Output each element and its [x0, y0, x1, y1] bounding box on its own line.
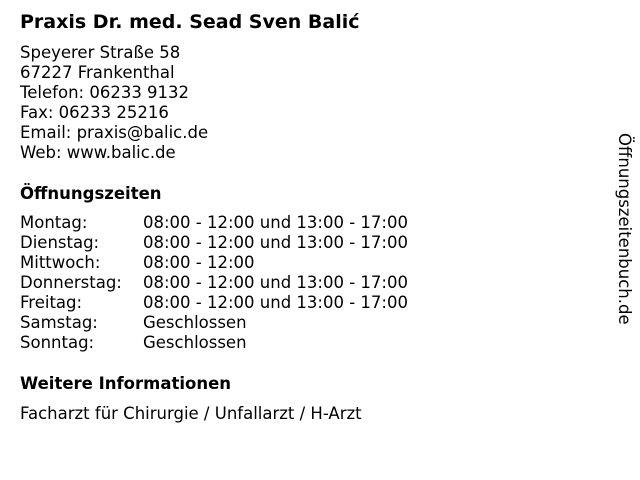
day-label: Montag:	[20, 213, 88, 232]
email-address: Email: praxis@balic.de	[20, 123, 209, 142]
day-label: Samstag:	[20, 313, 98, 332]
day-label: Mittwoch:	[20, 253, 101, 272]
hours-row-tuesday	[20, 233, 480, 253]
contact-block	[20, 43, 208, 163]
further-info-heading: Weitere Informationen	[20, 374, 232, 393]
hours-row-monday	[20, 213, 480, 233]
day-hours: 08:00 - 12:00 und 13:00 - 17:00	[143, 213, 408, 232]
hours-row-friday	[20, 293, 480, 313]
opening-hours-heading: Öffnungszeiten	[20, 184, 162, 203]
day-hours: 08:00 - 12:00	[143, 253, 255, 272]
day-hours: 08:00 - 12:00 und 13:00 - 17:00	[143, 273, 408, 292]
practice-title: Praxis Dr. med. Sead Sven Balić	[20, 11, 360, 33]
website-address: Web: www.balic.de	[20, 143, 176, 162]
hours-row-thursday	[20, 273, 480, 293]
day-hours: Geschlossen	[143, 313, 247, 332]
day-label: Donnerstag:	[20, 273, 122, 292]
hours-row-wednesday	[20, 253, 480, 273]
site-watermark: Öffnungszeitenbuch.de	[615, 133, 634, 325]
hours-row-saturday	[20, 313, 480, 333]
city-address: 67227 Frankenthal	[20, 63, 175, 82]
day-hours: Geschlossen	[143, 333, 247, 352]
street-address: Speyerer Straße 58	[20, 43, 181, 62]
opening-hours-table	[20, 213, 480, 353]
further-info-text: Facharzt für Chirurgie / Unfallarzt / H-Arzt	[20, 404, 362, 423]
hours-row-sunday	[20, 333, 480, 353]
fax-number: Fax: 06233 25216	[20, 103, 169, 122]
day-hours: 08:00 - 12:00 und 13:00 - 17:00	[143, 293, 408, 312]
phone-number: Telefon: 06233 9132	[20, 83, 190, 102]
day-label: Freitag:	[20, 293, 83, 312]
day-label: Sonntag:	[20, 333, 95, 352]
day-hours: 08:00 - 12:00 und 13:00 - 17:00	[143, 233, 408, 252]
day-label: Dienstag:	[20, 233, 100, 252]
